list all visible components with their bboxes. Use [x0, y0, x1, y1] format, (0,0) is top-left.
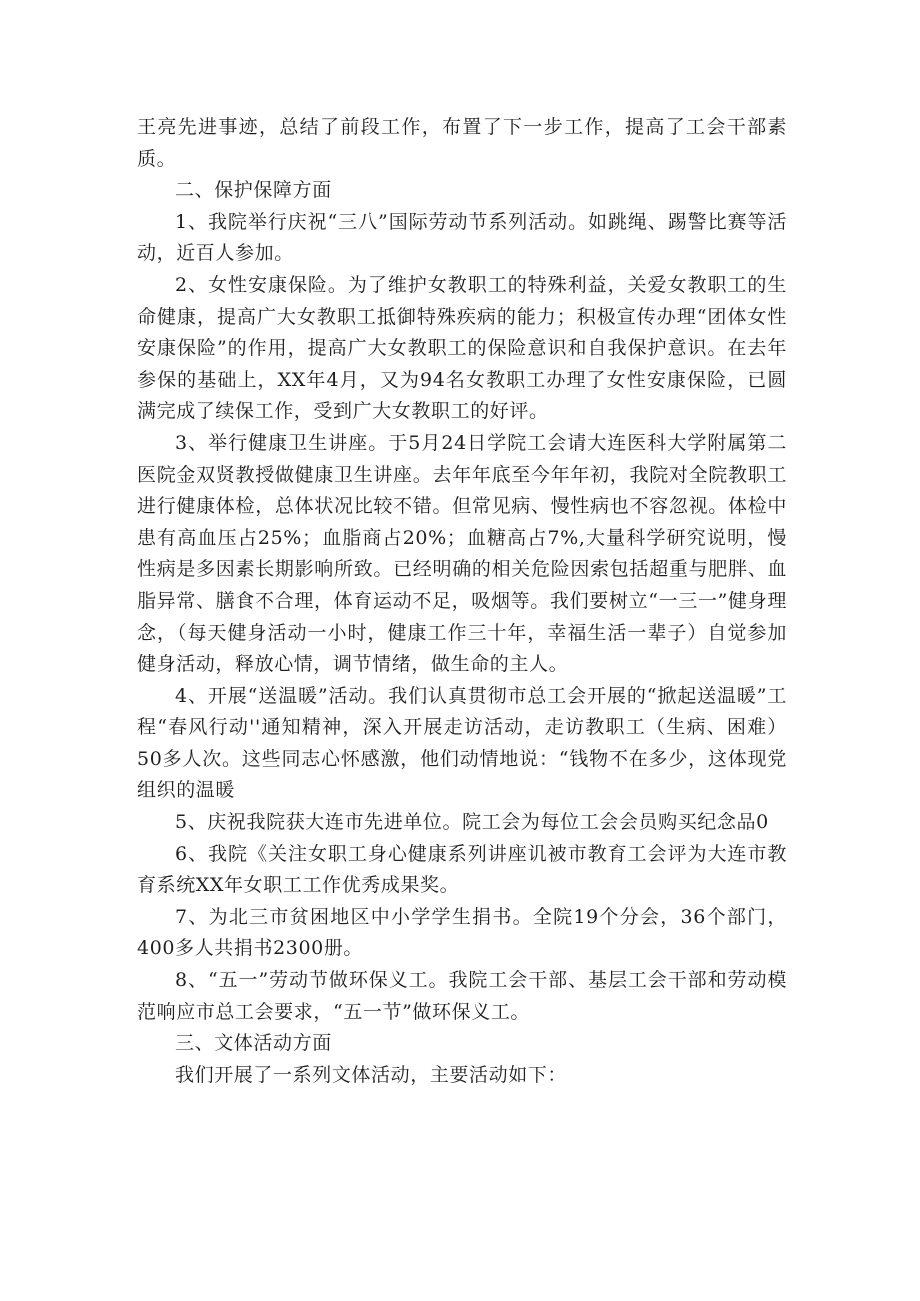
paragraph: 6、我院《关注女职工身心健康系列讲座讥被市教育工会评为大连市教育系统XX年女职工工作优秀成果奖。 [137, 842, 787, 897]
paragraph: 3、举行健康卫生讲座。于5月24日学院工会请大连医科大学附属第二医院金双贤教授做健康卫生讲座。去年年底至今年年初，我院对全院教职工进行健康体检，总体状况比较不错。但常见病、慢性病也不容忽视。体检中患有高血压占25%；血脂商占20%；血糖高占7%,大量科学研究说明，慢性病是多因素长期影响所致。已经明确的相关危险因索包括超重与肥胖、血脂异常、膳食不合理，体育运动不足，吸烟等。我们要树立“一三一”健身理念，（每天健身活动一小时，健康工作三十年，幸福生活一辈子）自觉参加健身活动，释放心情，调节情绪，做生命的主人。 [137, 431, 787, 676]
section-heading: 二、保护保障方面 [175, 179, 332, 202]
paragraph: 1、我院举行庆祝“三八”国际劳动节系列活动。如跳绳、踢警比赛等活动，近百人参加。 [137, 210, 787, 265]
paragraph: 8、“五一”劳动节做环保义工。我院工会干部、基层工会干部和劳动模范响应市总工会要求，“五一节”做环保义工。 [137, 969, 787, 1023]
paragraph: 王亮先进事迹，总结了前段工作，布置了下一步工作，提高了工会干部素质。 [137, 116, 787, 170]
paragraph: 7、为北三市贫困地区中小学学生捐书。全院19个分会，36个部门，400多人共捐书2300册。 [137, 905, 787, 960]
section-heading: 三、文体活动方面 [175, 1032, 332, 1055]
paragraph: 5、庆祝我院获大连市先进单位。院工会为每位工会会员购买纪念品0 [175, 811, 769, 834]
document-body [137, 112, 787, 1091]
paragraph: 我们开展了一系列文体活动，主要活动如下： [175, 1063, 568, 1086]
paragraph: 4、开展“送温暖”活动。我们认真贯彻市总工会开展的“掀起送温暖”工程“春风行动''通知精神，深入开展走访活动，走访教职工（生病、困难）50多人次。这些同志心怀感激，他们动情地说：“钱物不在多少，这体现党组织的温暖 [137, 684, 787, 802]
paragraph: 2、女性安康保险。为了维护女教职工的特殊利益，关爱女教职工的生命健康，提高广大女教职工抵御特殊疾病的能力；积极宣传办理“团体女性安康保险”的作用，提高广大女教职工的保险意识和自我保护意识。在去年参保的基础上，XX年4月，又为94名女教职工办理了女性安康保险，已圆满完成了续保工作，受到广大女教职工的好评。 [137, 273, 787, 423]
